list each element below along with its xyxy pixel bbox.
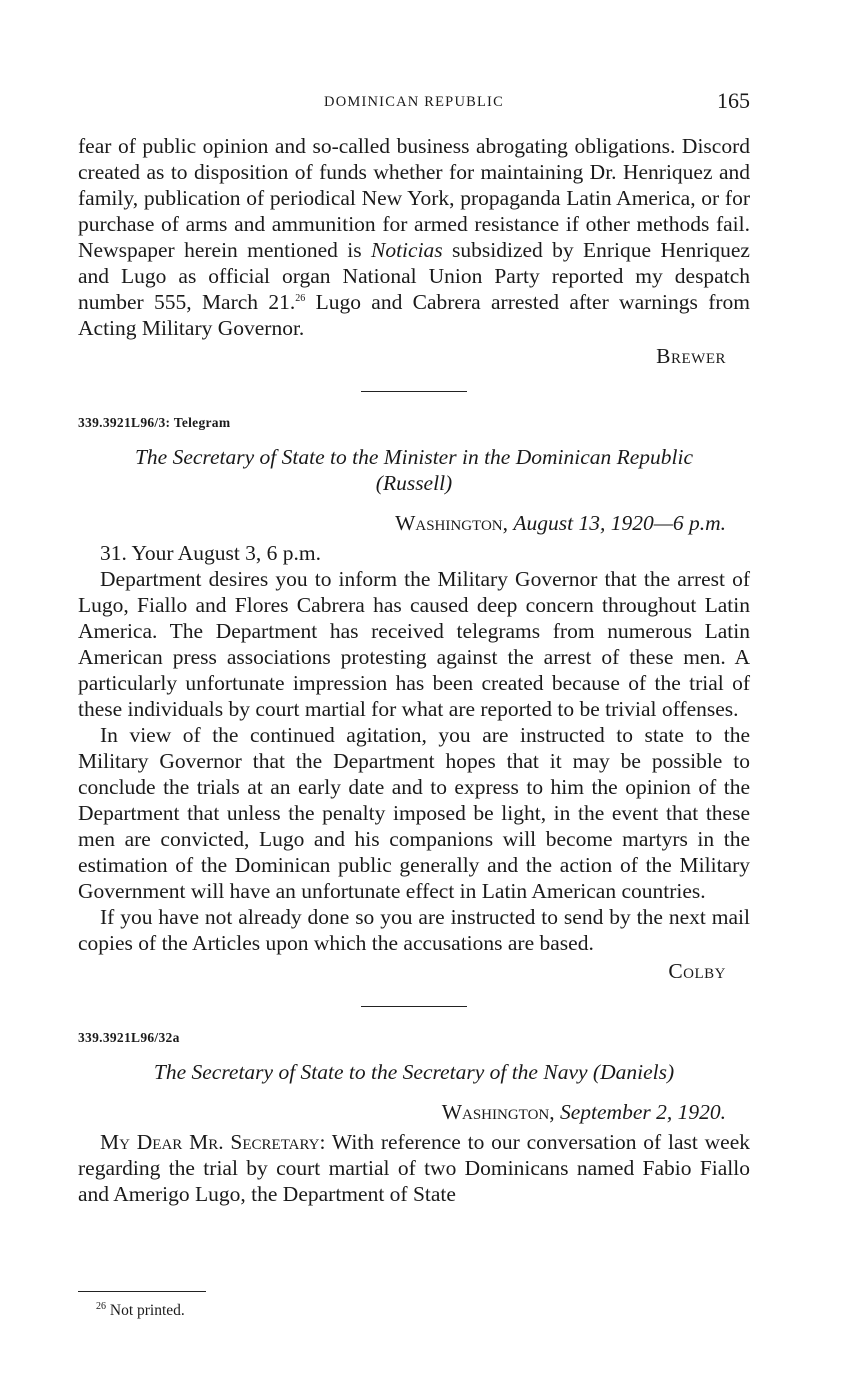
signature-colby: Colby — [668, 959, 726, 983]
dateline: Washington, August 13, 1920—6 p.m. — [395, 511, 726, 535]
telegram-paragraph-3: In view of the continued agitation, you are instructed to state to the Military Governor that the Department hopes that it may be possible to conclude the trials at an early date and to express to him the opinion of the Department that unless the penalty imposed be light, in the event that these men are convicted, Lugo and his companions will become martyrs in the estimation of the Dominican public generally and the action of the Military Government will have an unfortunate effect in Latin American countries. — [78, 723, 750, 903]
page-number: 165 — [717, 88, 750, 113]
telegram-paragraph-1: 31. Your August 3, 6 p.m. — [100, 541, 322, 565]
footnote-rule — [78, 1291, 206, 1292]
signature-brewer: Brewer — [656, 344, 726, 368]
file-number: 339.3921L96/3: Telegram — [78, 415, 231, 430]
footnote: $^{26}$ Not printed. — [96, 1300, 185, 1319]
running-head: DOMINICAN REPUBLIC — [324, 94, 504, 110]
letter-paragraph-1: My Dear Mr. Secretary: With reference to our conversation of last week regarding the trial by court martial of two Dominicans named Fabio Fiallo and Amerigo Lugo, the Department of State — [78, 1130, 751, 1206]
document-title: The Secretary of State to the Minister in the Dominican Republic (Russell) — [134, 445, 694, 495]
page-body — [78, 133, 750, 1207]
document-title: The Secretary of State to the Secretary of the Navy (Daniels) — [153, 1060, 675, 1084]
salutation: My Dear Mr. Secretary: — [100, 1130, 326, 1154]
footnote-reference: 26 — [295, 292, 306, 304]
telegram-paragraph-2: Department desires you to inform the Military Governor that the arrest of Lugo, Fiallo and Flores Cabrera has caused deep concern throughout Latin America. The Department has received telegrams from numerous Latin American press associations protesting against the arrest of these men. A particularly unfortunate impression has been created because of the trial of these individuals by court martial for what are reported to be trivial offenses. — [78, 567, 750, 721]
file-number: 339.3921L96/32a — [78, 1030, 180, 1045]
newspaper-name: Noticias — [370, 238, 443, 262]
page-header — [78, 88, 750, 118]
telegram-paragraph-4: If you have not already done so you are instructed to send by the next mail copies of the Articles upon which the accusations are based. — [78, 905, 750, 955]
dateline: Washington, September 2, 1920. — [441, 1100, 726, 1124]
section-divider — [361, 1006, 467, 1007]
section-divider — [361, 391, 467, 392]
continued-paragraph: fear of public opinion and so-called business abrogating obligations. Discord created as to disposition of funds whether for maintaining Dr. Henriquez and family, publication of periodical New York, propaganda Latin America, or for purchase of arms and ammunition for armed resistance if other methods fail. Newspaper herein mentioned is Noticias subsidized by Enrique Henriquez and Lugo as official organ National Union Party reported my despatch number 555, March 21.26 Lugo and Cabrera arrested after warnings from Acting Military Governor. — [78, 134, 750, 340]
